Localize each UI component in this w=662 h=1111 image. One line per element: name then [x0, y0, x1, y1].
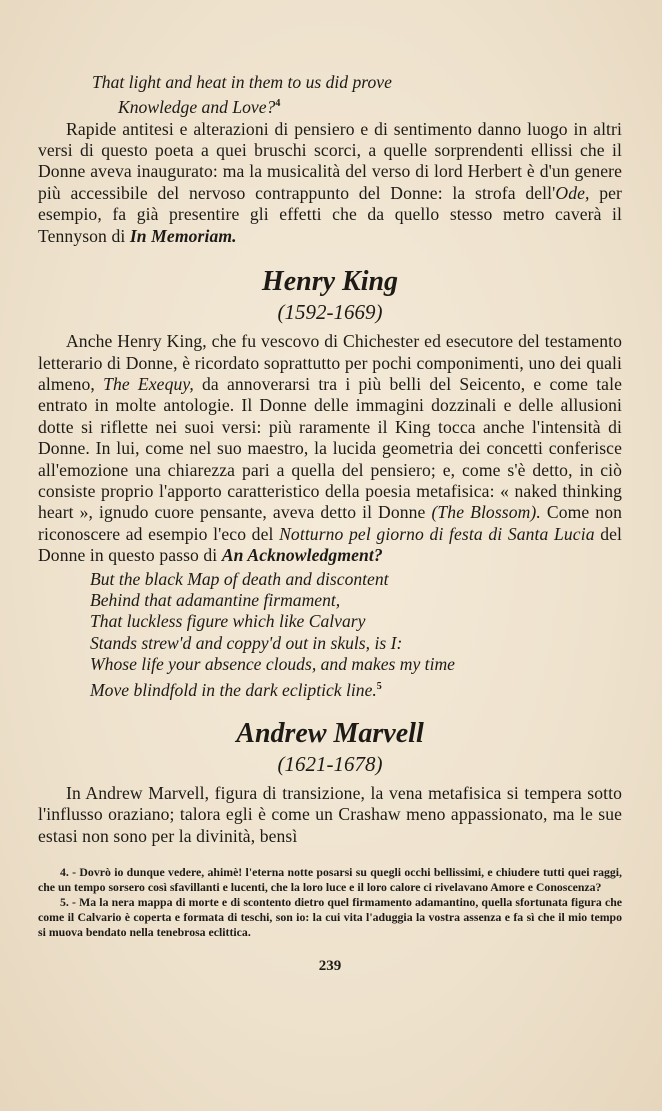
verse-line: That light and heat in them to us did prove	[92, 72, 392, 92]
work-title: The Exequy,	[103, 373, 194, 394]
footnote: 4. - Dovrò io dunque vedere, ahimè! l'eterna notte posarsi su quegli occhi bellissimi, e chiudere tutti quei raggi, che un tempo sorsero così sfavillanti e lucenti, che la loro luce e il loro calore ci rivelavano Amore e Conoscenza?	[38, 865, 622, 895]
section-heading: Henry King	[261, 266, 399, 298]
work-title: An Acknowledgment?	[221, 545, 383, 566]
paragraph-text: Come non riconoscere ad esempio l'eco del	[38, 502, 622, 544]
verse-line-text: Move blindfold in the dark ecliptick line.	[90, 679, 377, 700]
section-heading: Andrew Marvell	[236, 717, 424, 749]
verse-line	[90, 676, 622, 701]
paragraph-king	[38, 331, 622, 566]
work-title: Notturno pel giorno di festa di Santa Lucia	[279, 523, 595, 544]
verse-line	[92, 93, 622, 118]
verse-line: Whose life your absence clouds, and makes my time	[90, 654, 455, 675]
paragraph-text: del Donne in questo passo di	[38, 523, 623, 566]
paragraph-marvell: In Andrew Marvell, figura di transizione, la vena metafisica si tempera sotto l'influsso oraziano; talora egli è come un Crashaw meno appassionato, ma le sue estasi non sono per la divinità, bensì	[38, 782, 622, 846]
section-dates: (1621-1678)	[277, 751, 383, 776]
section-dates: (1592-1669)	[277, 300, 383, 325]
paragraph-text: Rapide antitesi e alterazioni di pensiero e di sentimento danno luogo in altri versi di questo poeta a quei bruschi scorci, a quelle sorprendenti ellissi che il Donne aveva inaugurato: ma la musicalità del verso di lord Herbert è d'un genere più accessibile del nervoso contrappunto del Donne: la strofa dell'	[38, 118, 622, 203]
verse-line-text: Knowledge and Love?	[118, 97, 276, 118]
paragraph-herbert	[38, 119, 622, 247]
verse-line: But the black Map of death and discontent	[90, 568, 389, 589]
paragraph-text: per esempio, fa già presentire gli effetti che da quello stesso metro caverà il Tennyson di	[38, 182, 622, 246]
paragraph-text: da annoverarsi tra i più belli del Seicento, e come tale entrato in molte antologie. Il Donne delle immagini dozzinali e delle allusioni dotte si riflette nei suoi versi: più raramente il King tocca anche l'intensità di Donne. In lui, come nel suo maestro, la lucida geometria dei concetti conferisce all'emozione una chiarezza pari a quella del pensiero; e, come s'è detto, in ciò consiste proprio l'apporto caratteristico della poesia metafisica: « naked thinking heart », ignudo cuore pensante, aveva detto il Donne	[38, 373, 622, 523]
work-title: (The Blossom).	[431, 502, 541, 523]
work-title: In Memoriam.	[129, 225, 237, 246]
work-title: Ode,	[555, 182, 590, 203]
page-number: 239	[318, 958, 342, 975]
verse-line: Stands strew'd and coppy'd out in skuls, is I:	[90, 632, 403, 653]
footnote-marker: 5	[376, 680, 382, 692]
verse-quote-top	[38, 72, 622, 119]
verse-line: That luckless figure which like Calvary	[90, 611, 366, 632]
paragraph-text: Anche Henry King, che fu vescovo di Chichester ed esecutore del testamento letterario di Donne, è ricordato soprattutto per pochi componimenti, uno dei quali almeno,	[38, 331, 622, 394]
verse-quote-king	[38, 569, 622, 701]
footnote: 5. - Ma la nera mappa di morte e di scontento dietro quel firmamento adamantino, quella sfortunata figura che come il Calvario è coperta e formata di teschi, son io: la cui vita l'aduggia la vostra assenza e fa sì che il mio tempo si muova bendato nella tenebrosa eclittica.	[38, 895, 622, 940]
verse-line: Behind that adamantine firmament,	[90, 589, 341, 610]
footnote-marker: 4	[275, 98, 281, 110]
